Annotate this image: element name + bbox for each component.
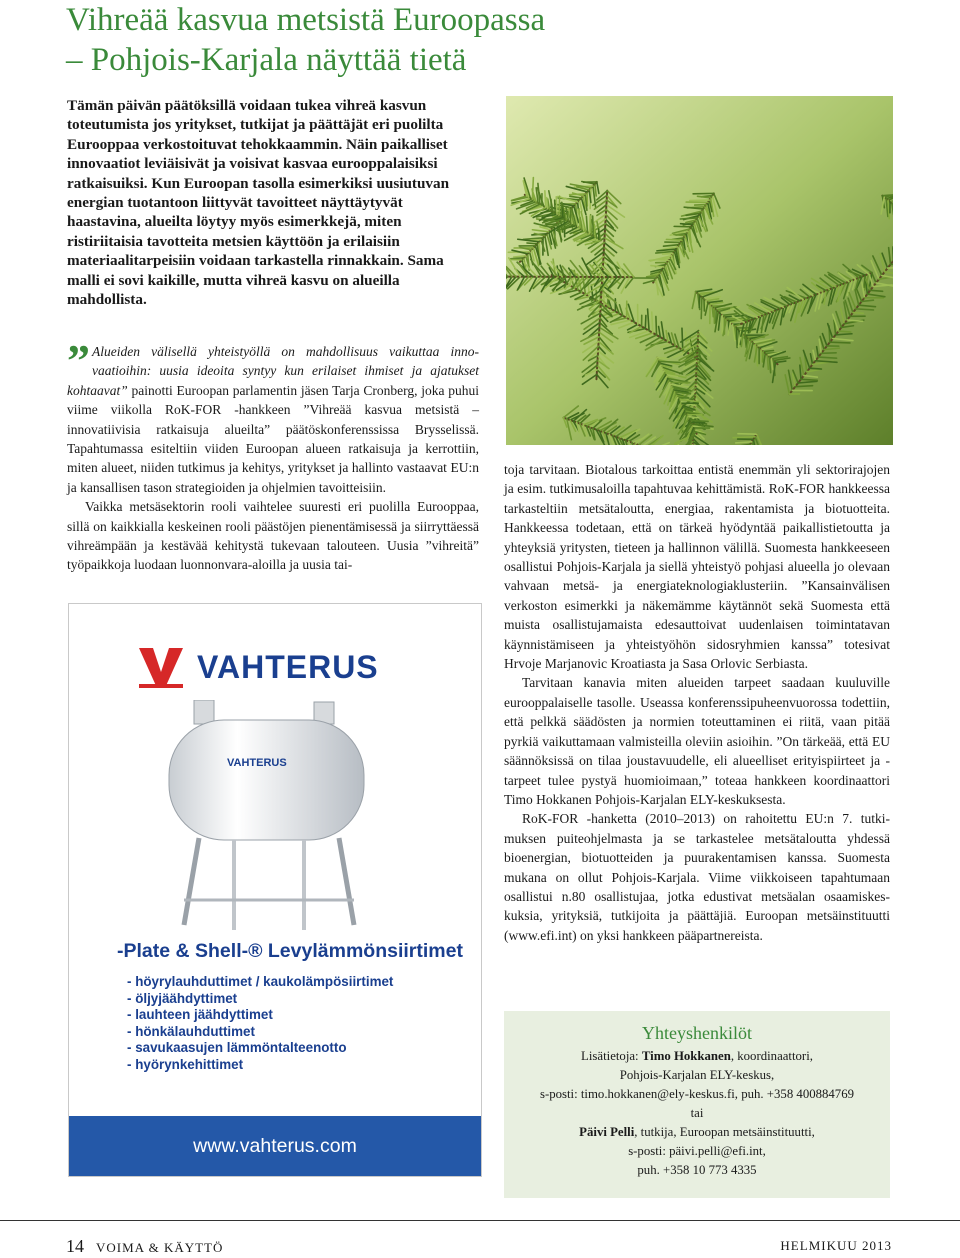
quote-text: Alueiden välisellä yhteistyöllä on mahdollisuus vaikuttaa innovaatioihin: uusia ideoita syntyy kun erilaiset ihmiset ja ajatukset kohtaavat” [67,344,479,398]
vahterus-advertisement[interactable] [68,603,482,1177]
issue-label: HELMIKUU 2013 [780,1238,892,1253]
heat-exchanger-icon [139,700,389,940]
ad-product-item: - hönkälauhduttimet [127,1024,393,1041]
ad-product-item: - lauhteen jäähdyttimet [127,1007,393,1024]
ad-product-item: - öljyjäähdyttimet [127,991,393,1008]
spruce-branch-photo [506,96,893,445]
contact-email-line[interactable]: s-posti: päivi.pelli@efi.int, [628,1144,766,1158]
contact-name: Timo Hokkanen [641,1049,731,1063]
article-title-line2: – Pohjois-Karjala näyttää tietä [66,42,467,78]
body-paragraph: Tarvitaan kanavia miten alueiden tarpeet saadaan kuuluville eurooppalaiselle tasolle. Useassa konferenssipuheenvuorossa todettiin, että pelkkä säädösten ja normien toteuttaminen ei riitä, vaan pitää pyrkiä vaikuttamaan valmisteilla oleviin asioihin. ”On tärkeää, että EU säännöksissä on tilaa joustavuudelle, eli alueelliset erityispiirteet ja -tarpeet tulee pystyä huomioimaan,” toteaa hankkeen koordinaattori Timo Hokkanen Pohjois-Karjalan ELY-keskuksesta. [504,675,890,807]
article-column-right [504,460,890,945]
contact-name: Päivi Pelli [579,1125,635,1139]
ad-product-item: - höyrylauhduttimet / kaukolämpösiirtimet [127,974,393,991]
body-paragraph: RoK-FOR -hanketta (2010–2013) on rahoitettu EU:n 7. tutkimuksen puiteohjelmasta ja se tarkastelee metsätaloutta yhdessä bioenergian, biotuotteiden ja puurakentamisen kanssa. Suomesta mukana on ollut Pohjois-Karjala. Viime viikkoiseen tapahtumaan osallistui n.80 osallistujaa, jotka edustivat metsäalan osaamiskeskuksia, yrityksiä, tutkijoita ja päättäjiä. Euroopan metsäinstituutti (www.efi.int) on yksi hankkeen pääpartnereista. [504,811,890,943]
article-column-left [67,335,479,575]
article-title-line1: Vihreää kasvua metsistä Euroopassa [66,2,546,38]
vahterus-logo-icon [135,644,187,690]
ad-product-item: - savukaasujen lämmöntalteenotto [127,1040,393,1057]
body-paragraph: Vaikka metsäsektorin rooli vaihtelee suuresti eri puolilla Eurooppaa, sillä on kaikkialla keskeinen rooli päästöjen pienentämisessä ja siirryttäessä vihreämpään ja kestävää kehitystä tukevaan talouteen. Uusia ”vihreitä” työpaikkoja luodaan luonnonvara-aloilla ja uusia tai- [67,499,479,573]
quote-paragraph [67,335,479,497]
vahterus-logo [135,644,379,690]
ad-tagline: -Plate & Shell-® Levylämmönsiirtimet [117,940,463,962]
quote-mark-icon: ” [67,335,90,386]
spruce-branch-image [506,96,893,445]
tank-label: VAHTERUS [227,757,287,769]
article-title [66,0,706,80]
contact-line: tai [690,1106,704,1120]
contact-label: Lisätietoja: [581,1049,642,1063]
vahterus-brand-name: VAHTERUS [197,648,379,685]
ad-product-item: - hyörynkehittimet [127,1057,393,1074]
page-number: 14 [66,1236,84,1256]
article-lead: Tämän päivän päätöksillä voidaan tukea vihreä kasvun toteutumista jos yritykset, tutkijat ja päättäjät eri puolilta Eurooppaa verkostoituvat tehokkaammin. Näin paikalliset innovaatiot leviäisivät ja voisivat kasvaa eurooppalaisiksi ratkaisuiksi. Kun Euroopan tasolla esimerkiksi uusiutuvan energian tuotantoon liittyvät tavoitteet näyttäytyvät haastavina, alueilta löytyy myös esimerkkejä, miten ristiriitaisia tavotteita metsien käyttöön ja erilaisiin materiaalitarpeisiin voidaan tarkastella rinnakkain. Sama malli ei sovi kaikille, mutta vihreä kasvu on alueilla mahdollista. [67,97,450,309]
ad-product-list [127,974,393,1074]
contact-email-line[interactable]: s-posti: timo.hokkanen@ely-keskus.fi, puh. +358 400884769 [539,1087,855,1101]
contact-heading: Yhteyshenkilöt [642,1023,752,1043]
contact-box [504,1011,890,1198]
footer-divider [0,1220,960,1221]
contact-phone-line: puh. +358 10 773 4335 [637,1163,757,1177]
contact-line [504,1123,890,1142]
ad-url-link[interactable]: www.vahterus.com [69,1116,481,1176]
quote-attribution: painotti Euroopan parlamentin jäsen Tarja Cronberg, joka puhui viime viikolla RoK-FOR -hankkeen ”Vihreää kasvua metsistä – innovatiivisia ratkaisuja alueilta” päätöskonferenssissa Brysselissä. Tapahtumassa esiteltiin viiden Euroopan alueen ratkaisuja ja kerrottiin, miten alueet, niiden tutkimus ja kehitys, yritykset ja hallinto vastaavat EU:n ja kansallisen tason strategioiden ja ohjelmien tavoitteisiin. [67,382,479,495]
contact-role: , tutkija, Euroopan metsäinstituutti, [634,1125,815,1139]
contact-line: Pohjois-Karjalan ELY-keskus, [619,1068,775,1082]
body-paragraph: toja tarvitaan. Biotalous tarkoittaa entistä enemmän yli sektorirajojen ja esim. tutkimusaloilla tapahtuvaa kehittämistä. RoK-FOR hankkeessa tarkasteltiin metsätaloutta, energiaa, rakentamista ja biotuotteita. Hankkeessa todetaan, että on tärkeä hyödyntää paikallistietoutta ja yhteyksiä yritysten, tieteen ja hallinnon välillä. Suomesta hankkeeseen osallistui Pohjois-Karjala ja siellä yhteistyö pohjasi alueella jo olevaan vahvaan metsä- ja energiateknologiaklusteriin. ”Kansainvälisen verkoston esimerkki ja näkemämme käytännöt sekä Suomesta että muista osallistujamaista edesauttoivat uudenlaisen toimintatavan käynnistämiseen ja yhteistyöhön sidosryhmien kanssa” totesivat Hrvoje Marjanovic Kroatiasta ja Sasa Orlovic Serbiasta. [504,462,890,672]
contact-line [504,1047,890,1066]
contact-role: , koordinaattori, [730,1049,813,1063]
magazine-name: VOIMA & KÄYTTÖ [96,1240,224,1255]
